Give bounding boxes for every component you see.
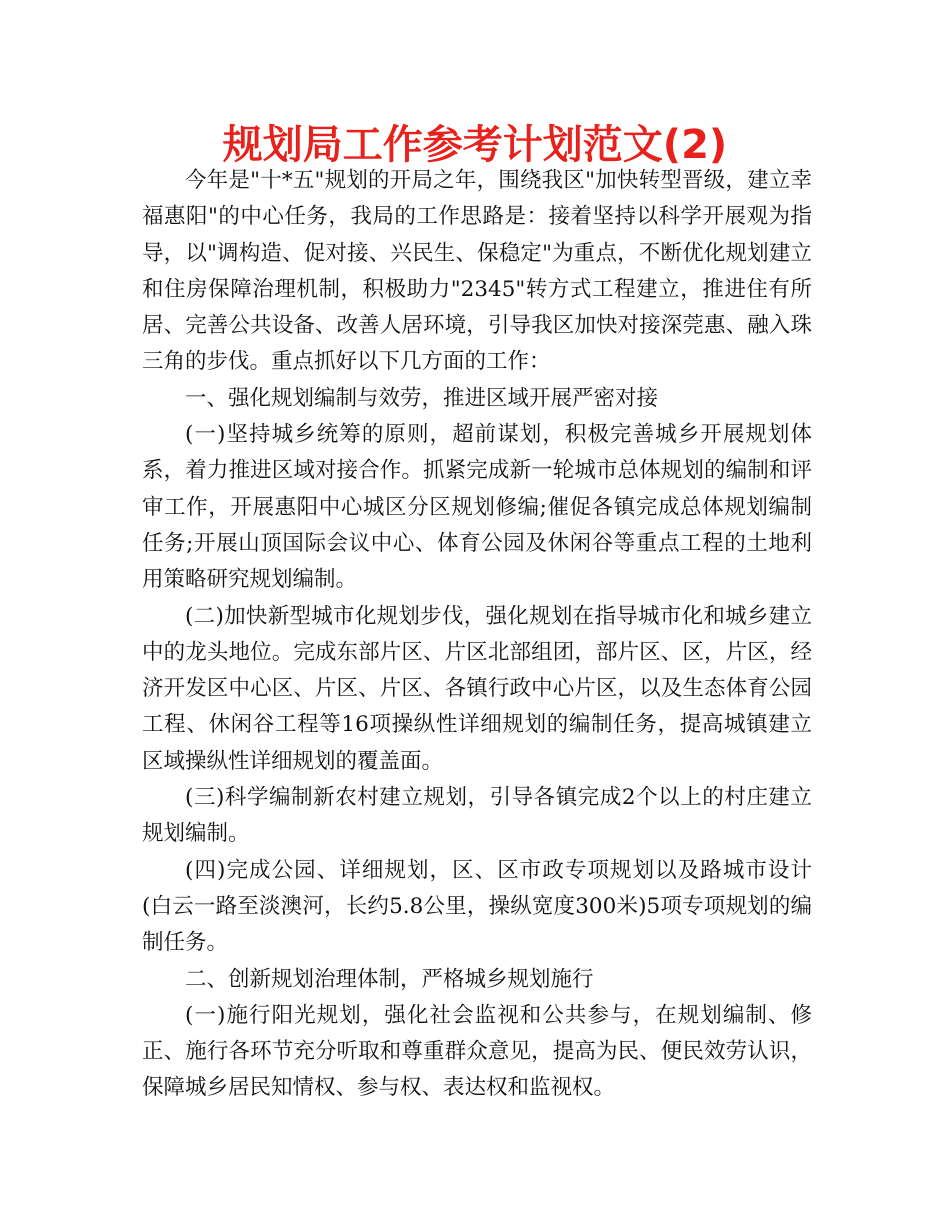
- paragraph-1-1: (一)坚持城乡统筹的原则，超前谋划，积极完善城乡开展规划体系，着力推进区域对接合作。抓紧完成新一轮城市总体规划的编制和评审工作，开展惠阳中心城区分区规划修编;催促各镇完成总体规划编制任务;开展山顶国际会议中心、体育公园及休闲谷等重点工程的土地利用策略研究规划编制。: [142, 422, 812, 593]
- paragraph-intro: 今年是"十*五"规划的开局之年，围绕我区"加快转型晋级，建立幸福惠阳"的中心任务，我局的工作思路是：接着坚持以科学开展观为指导，以"调构造、促对接、兴民生、保稳定"为重点，不断优化规划建立和住房保障治理机制，积极助力"2345"转方式工程建立，推进住有所居、完善公共设备、改善人居环境，引导我区加快对接深莞惠、融入珠三角的步伐。重点抓好以下几方面的工作：: [142, 168, 812, 375]
- document-body: [142, 163, 812, 1107]
- paragraph-2-1: (一)施行阳光规划，强化社会监视和公共参与，在规划编制、修正、施行各环节充分听取和尊重群众意见，提高为民、便民效劳认识，保障城乡居民知情权、参与权、表达权和监视权。: [142, 1002, 812, 1101]
- paragraph-1-4: (四)完成公园、详细规划，区、区市政专项规划以及路城市设计(白云一路至淡澳河，长约5.8公里，操纵宽度300米)5项专项规划的编制任务。: [142, 857, 812, 956]
- paragraph-1-3: (三)科学编制新农村建立规划，引导各镇完成2个以上的村庄建立规划编制。: [142, 785, 812, 847]
- document-title: 规划局工作参考计划范文(2): [222, 122, 728, 168]
- section-heading-1: 一、强化规划编制与效劳，推进区域开展严密对接: [185, 385, 659, 411]
- section-heading-2: 二、创新规划治理体制，严格城乡规划施行: [185, 966, 594, 992]
- paragraph-1-2: (二)加快新型城市化规划步伐，强化规划在指导城市化和城乡建立中的龙头地位。完成东部片区、片区北部组团，部片区、区，片区，经济开发区中心区、片区、片区、各镇行政中心片区，以及生态体育公园工程、休闲谷工程等16项操纵性详细规划的编制任务，提高城镇建立区域操纵性详细规划的覆盖面。: [142, 603, 812, 774]
